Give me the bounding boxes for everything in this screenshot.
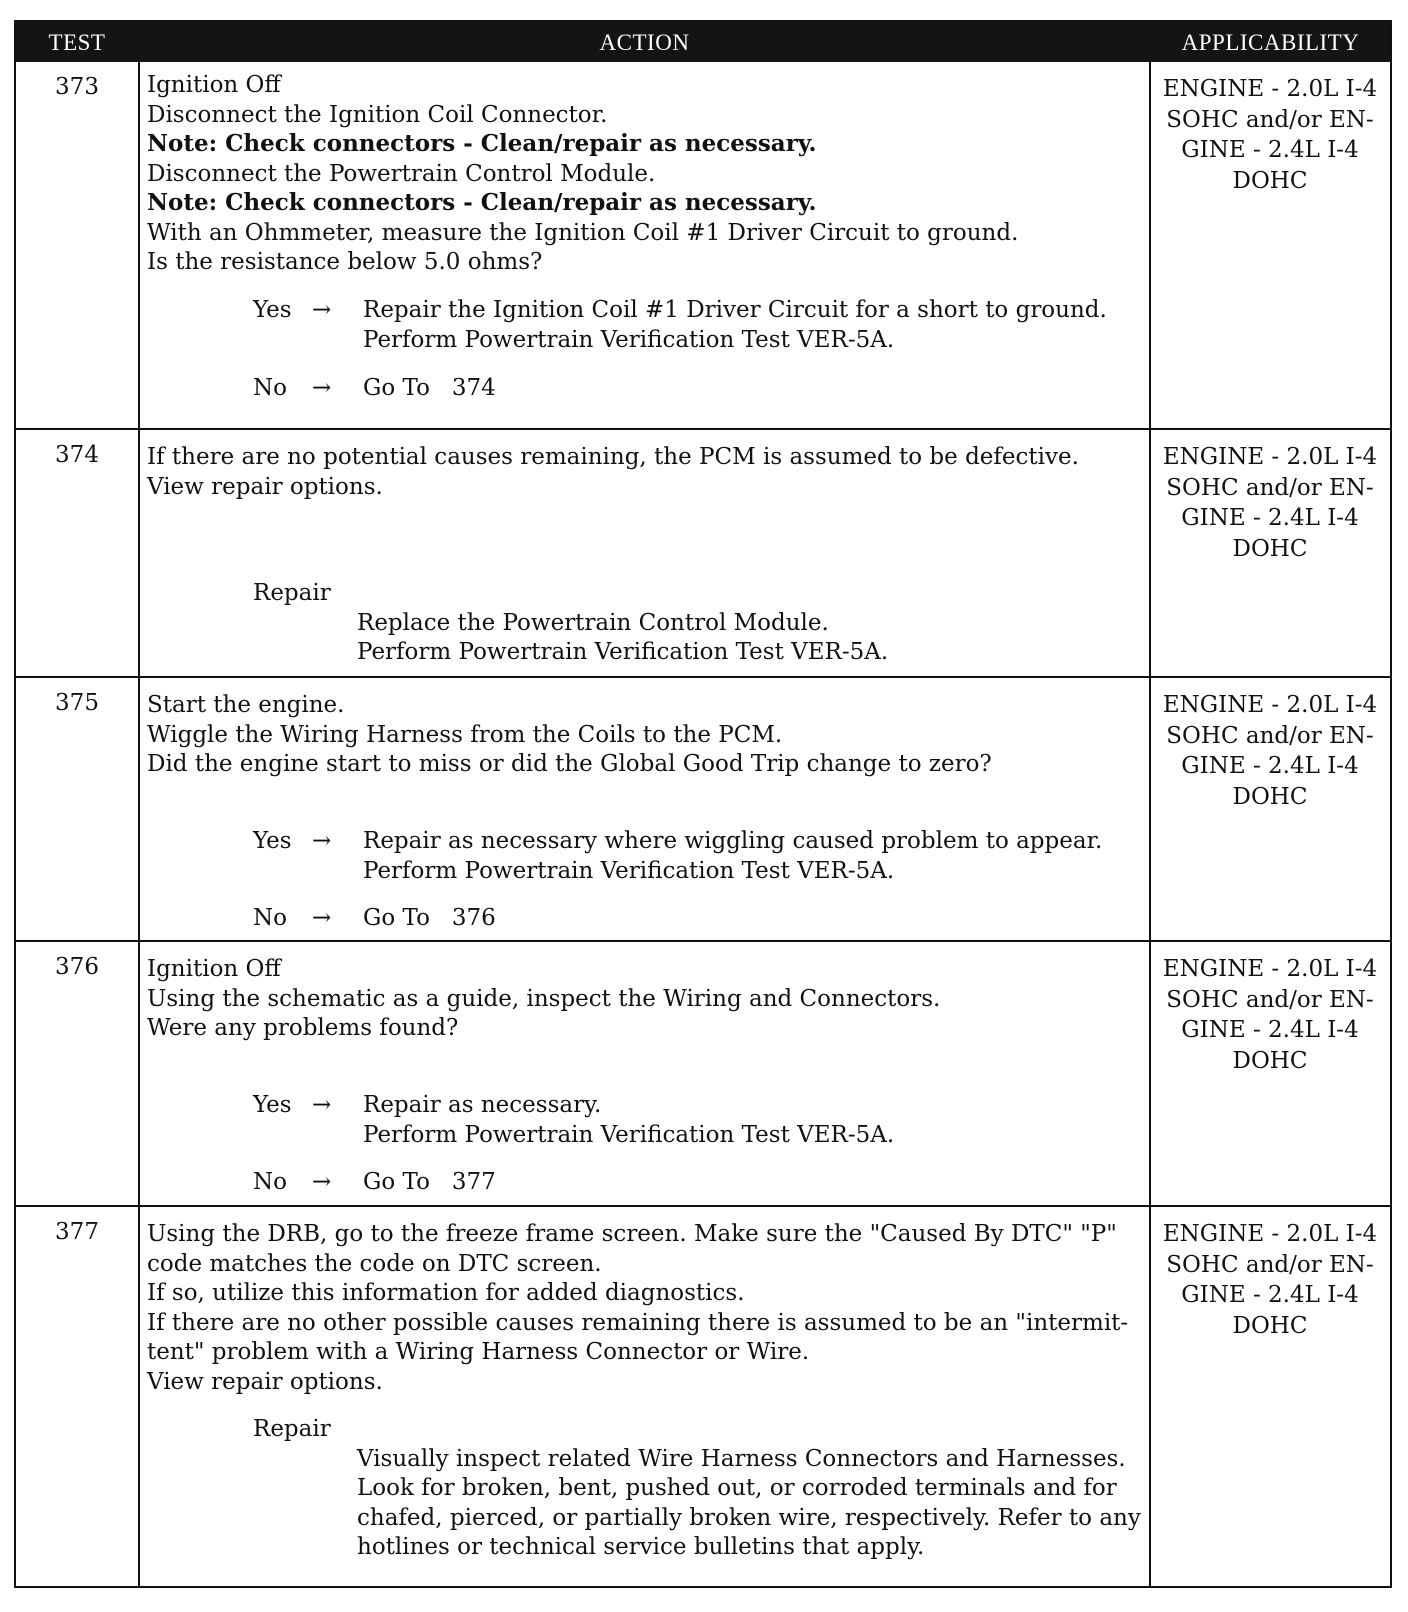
table-row [16, 62, 1390, 428]
applicability-line: DOHC [1232, 535, 1308, 562]
repair-step: hotlines or technical service bulletins that apply. [357, 1534, 925, 1560]
applicability-line: SOHC and/or EN- [1166, 1251, 1374, 1278]
action-line: Ignition Off [147, 72, 281, 98]
action-line: tent" problem with a Wiring Harness Connector or Wire. [147, 1339, 810, 1365]
action-line: Using the DRB, go to the freeze frame screen. Make sure the "Caused By DTC" "P" [147, 1221, 1117, 1247]
applicability-line: SOHC and/or EN- [1166, 106, 1374, 133]
repair-step: Replace the Powertrain Control Module. [357, 610, 829, 636]
yes-label: Yes [253, 1092, 292, 1118]
table-header [16, 22, 1390, 62]
arrow-icon: → [312, 1169, 332, 1195]
action-line: Ignition Off [147, 956, 281, 982]
applicability-line: GINE - 2.4L I-4 [1181, 505, 1359, 531]
action-line: Were any problems found? [147, 1015, 459, 1041]
applicability-cell [1151, 690, 1389, 812]
applicability-line: ENGINE - 2.0L I-4 [1162, 956, 1378, 982]
table-row [16, 942, 1390, 1205]
table-row [16, 1207, 1390, 1586]
repair-step: chafed, pierced, or partially broken wire, respectively. Refer to any [357, 1505, 1141, 1531]
action-line: If there are no potential causes remaining, the PCM is assumed to be defective. [147, 444, 1079, 470]
action-line: View repair options. [147, 474, 383, 500]
goto-link[interactable]: Go To 376 [363, 905, 496, 931]
action-line: Did the engine start to miss or did the Global Good Trip change to zero? [147, 751, 992, 777]
applicability-cell [1151, 442, 1389, 564]
action-line: Start the engine. [147, 692, 345, 718]
no-label: No [253, 375, 287, 401]
yes-outcome: Perform Powertrain Verification Test VER-5A. [363, 1122, 895, 1148]
yes-outcome: Repair as necessary where wiggling caused problem to appear. [363, 828, 1103, 854]
no-label: No [253, 1169, 287, 1195]
table-row [16, 430, 1390, 676]
test-number: 373 [55, 74, 99, 100]
applicability-line: SOHC and/or EN- [1166, 722, 1374, 749]
applicability-line: DOHC [1232, 783, 1308, 810]
action-line: Using the schematic as a guide, inspect the Wiring and Connectors. [147, 986, 941, 1012]
repair-step: Look for broken, bent, pushed out, or corroded terminals and for [357, 1475, 1117, 1501]
action-line: code matches the code on DTC screen. [147, 1251, 602, 1277]
goto-link[interactable]: Go To 377 [363, 1169, 496, 1195]
applicability-line: ENGINE - 2.0L I-4 [1162, 692, 1378, 718]
applicability-line: GINE - 2.4L I-4 [1181, 1282, 1359, 1308]
arrow-icon: → [312, 905, 332, 931]
yes-outcome: Repair as necessary. [363, 1092, 602, 1118]
action-line: Disconnect the Powertrain Control Module. [147, 161, 656, 187]
test-number: 376 [55, 954, 99, 980]
no-label: No [253, 905, 287, 931]
test-number: 377 [55, 1219, 99, 1245]
repair-label: Repair [253, 580, 331, 606]
applicability-line: SOHC and/or EN- [1166, 986, 1374, 1013]
arrow-icon: → [312, 297, 332, 323]
applicability-line: GINE - 2.4L I-4 [1181, 1017, 1359, 1043]
applicability-line: ENGINE - 2.0L I-4 [1162, 444, 1378, 470]
arrow-icon: → [312, 828, 332, 854]
applicability-line: ENGINE - 2.0L I-4 [1162, 1221, 1378, 1247]
applicability-line: ENGINE - 2.0L I-4 [1162, 76, 1378, 102]
yes-outcome: Repair the Ignition Coil #1 Driver Circuit for a short to ground. [363, 297, 1107, 323]
header-action: ACTION [599, 30, 690, 55]
test-number: 375 [55, 690, 99, 716]
action-line: Is the resistance below 5.0 ohms? [147, 249, 543, 275]
header-test: TEST [48, 30, 106, 55]
applicability-line: DOHC [1232, 167, 1308, 194]
goto-link[interactable]: Go To 374 [363, 375, 496, 401]
applicability-cell [1151, 954, 1389, 1076]
table-row [16, 678, 1390, 940]
applicability-line: SOHC and/or EN- [1166, 474, 1374, 501]
action-line: If so, utilize this information for added diagnostics. [147, 1280, 745, 1306]
repair-step: Perform Powertrain Verification Test VER-5A. [357, 639, 889, 665]
arrow-icon: → [312, 375, 332, 401]
yes-label: Yes [253, 297, 292, 323]
yes-outcome: Perform Powertrain Verification Test VER-5A. [363, 858, 895, 884]
applicability-line: GINE - 2.4L I-4 [1181, 753, 1359, 779]
action-line: If there are no other possible causes remaining there is assumed to be an "intermit- [147, 1310, 1129, 1336]
diagnostic-table [14, 20, 1392, 1588]
yes-label: Yes [253, 828, 292, 854]
action-line: Disconnect the Ignition Coil Connector. [147, 102, 608, 128]
yes-outcome: Perform Powertrain Verification Test VER-5A. [363, 327, 895, 353]
repair-label: Repair [253, 1416, 331, 1442]
test-number: 374 [55, 442, 99, 468]
applicability-line: GINE - 2.4L I-4 [1181, 137, 1359, 163]
repair-step: Visually inspect related Wire Harness Connectors and Harnesses. [357, 1446, 1126, 1472]
note-line: Note: Check connectors - Clean/repair as necessary. [147, 130, 817, 157]
action-line: View repair options. [147, 1369, 383, 1395]
action-line: Wiggle the Wiring Harness from the Coils to the PCM. [147, 722, 783, 748]
applicability-line: DOHC [1232, 1312, 1308, 1339]
note-line: Note: Check connectors - Clean/repair as necessary. [147, 189, 817, 216]
arrow-icon: → [312, 1092, 332, 1118]
applicability-cell [1151, 1219, 1389, 1341]
header-applicability: APPLICABILITY [1181, 30, 1360, 55]
action-line: With an Ohmmeter, measure the Ignition Coil #1 Driver Circuit to ground. [147, 220, 1019, 246]
applicability-cell [1151, 74, 1389, 196]
applicability-line: DOHC [1232, 1047, 1308, 1074]
